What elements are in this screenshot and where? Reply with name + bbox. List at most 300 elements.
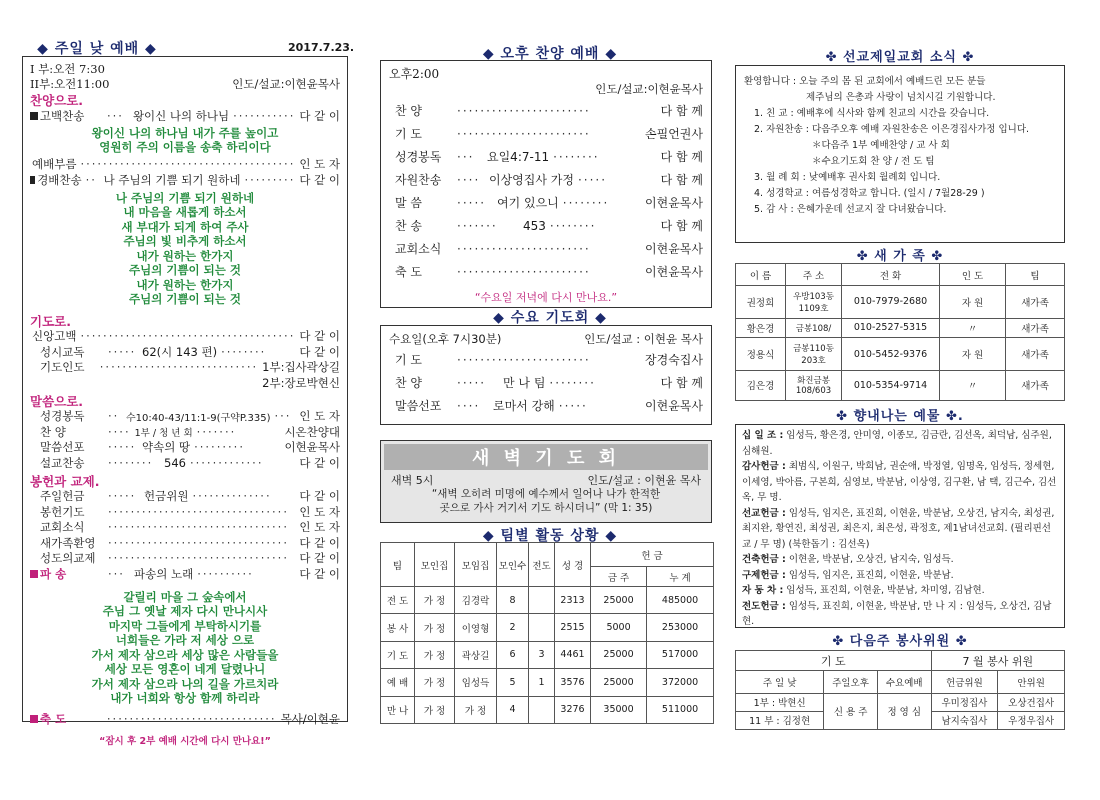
leader-dots: ······································ xyxy=(80,329,296,344)
order-row xyxy=(30,375,340,391)
order-person: 다 같 이 xyxy=(299,172,340,187)
order-label: 고백찬송 xyxy=(39,108,85,123)
order-label: 예배부름 xyxy=(32,157,77,172)
dawn-prayer-box xyxy=(380,440,712,523)
order-content: 이상영집사 가정 xyxy=(489,173,574,187)
order-label: 찬 양 xyxy=(40,424,66,439)
table-cell: 25000 xyxy=(591,669,647,696)
header-cell: 헌 금 xyxy=(591,543,714,567)
section-service: 봉헌과 교제. xyxy=(30,473,100,489)
order-label: 축 도 xyxy=(39,712,67,727)
order-person: 인 도 자 xyxy=(299,409,340,424)
table-row xyxy=(381,614,714,641)
order-label: 말씀선포 xyxy=(40,440,85,455)
order-row xyxy=(30,551,340,567)
order-row xyxy=(30,108,340,124)
table-cell: 전 도 xyxy=(381,587,415,614)
order-person: 인 도 자 xyxy=(299,157,340,172)
lyric-line: 마지막 그들에게 부탁하시기를 xyxy=(108,618,262,633)
afternoon-row xyxy=(389,237,703,260)
leader-dots: ····· xyxy=(558,398,588,413)
wednesday-row xyxy=(389,348,703,371)
order-person: 이현윤목사 xyxy=(284,440,340,455)
leader-dots: ············· xyxy=(189,455,264,470)
sunday-service-box xyxy=(22,56,348,747)
table-cell: 정 영 심 xyxy=(877,693,931,729)
table-row xyxy=(381,669,714,696)
lyric-line: 내 마음을 새롭게 하소서 xyxy=(123,205,247,219)
offering-label: 감사헌금 : xyxy=(742,461,786,472)
leader-dots: ······················· xyxy=(457,264,591,279)
leader-dots: ·············· xyxy=(192,489,272,504)
order-row xyxy=(30,535,340,551)
team-activity-title: ◆ 팀별 활동 상황 ◆ xyxy=(482,528,618,544)
bulletin-date: 2017.7.23. xyxy=(288,41,355,54)
order-row xyxy=(30,712,340,728)
table-cell: 우미정집사 xyxy=(931,693,998,711)
table-cell: 기 도 xyxy=(381,641,415,668)
leader-dots: ········ xyxy=(108,455,154,470)
offering-entry xyxy=(742,552,1058,568)
lyric-line: 주님의 기쁨이 되는 것 xyxy=(129,263,241,277)
offering-label: 전도헌금 : xyxy=(742,600,786,612)
dawn-time: 새벽 5시 xyxy=(391,474,434,487)
order-row xyxy=(30,157,340,173)
order-label: 설교찬송 xyxy=(40,455,85,470)
order-label: 신앙고백 xyxy=(32,329,77,344)
offering-title: ✤ 향내나는 예물 ✤. xyxy=(836,409,964,424)
table-cell: 황은경 xyxy=(736,318,786,338)
order-person: 다 같 이 xyxy=(299,108,340,123)
order-person: 목사/이현윤 xyxy=(280,712,340,727)
afternoon-service-title: ◆ 오후 찬양 예배 ◆ xyxy=(482,46,618,62)
order-person: 이현윤목사 xyxy=(645,265,703,279)
offering-names: 임성득, 표진희, 이현윤, 박분남, 차미영, 김남현. xyxy=(786,585,985,596)
order-row xyxy=(30,329,340,345)
table-cell: 372000 xyxy=(647,669,714,696)
order-label: 자원찬송 xyxy=(395,173,442,187)
table-cell: 2515 xyxy=(555,614,591,641)
table-cell: 자 원 xyxy=(940,338,1006,371)
order-person: 다 함 께 xyxy=(660,173,703,187)
header-cell: 헌금위원 xyxy=(931,671,998,693)
header-cell: 팀 xyxy=(381,543,415,587)
afternoon-footer-note: “수요일 저녁에 다시 만나요.” xyxy=(474,291,618,304)
order-row xyxy=(30,455,340,471)
table-cell: 가 정 xyxy=(415,587,455,614)
table-cell: 8 xyxy=(497,587,529,614)
order-person: 손필언권사 xyxy=(645,127,703,141)
order-person: 다 같 이 xyxy=(299,535,340,550)
bullet-square xyxy=(30,570,38,578)
leader-dots: ···· xyxy=(108,424,131,439)
wednesday-leader: 인도/설교 : 이현윤 목사 xyxy=(584,332,703,346)
header-cell: 주일오후 xyxy=(824,671,878,693)
order-row xyxy=(30,344,340,360)
leader-dots: ······· xyxy=(457,218,498,233)
order-label: 교회소식 xyxy=(40,520,85,535)
header-cell: 모인집 xyxy=(415,543,455,587)
table-cell: 정용식 xyxy=(736,338,786,371)
offering-entry xyxy=(742,599,1058,630)
leader-dots: ········ xyxy=(221,344,267,359)
table-cell: 3576 xyxy=(555,669,591,696)
header-cell: 주 소 xyxy=(786,264,842,286)
order-label: 찬 양 xyxy=(395,104,422,118)
header-cell: 금 주 xyxy=(591,567,647,587)
afternoon-row xyxy=(389,122,703,145)
order-label: 경배찬송 xyxy=(37,172,82,187)
order-person: 다 같 이 xyxy=(299,551,340,566)
leader-dots: ······················· xyxy=(457,103,591,118)
order-content: 수10:40-43/11:1-9(구약P.335) xyxy=(126,412,271,424)
wednesday-row xyxy=(389,371,703,394)
order-label: 말 씀 xyxy=(395,196,422,210)
order-row xyxy=(30,424,340,440)
order-label: 기 도 xyxy=(395,353,422,367)
table-cell: 김은경 xyxy=(736,370,786,400)
leader-dots: ·· xyxy=(108,409,120,424)
table-cell: 4461 xyxy=(555,641,591,668)
table-cell: 자 원 xyxy=(940,286,1006,319)
table-cell: 새가족 xyxy=(1006,286,1065,319)
order-person: 이현윤목사 xyxy=(645,196,703,210)
news-line: 1. 친 교 : 예배후에 식사와 함께 친교의 시간을 갖습니다. xyxy=(754,108,990,119)
sunday-service-title: ◆ 주일 낮 예배 ◆ xyxy=(37,41,157,57)
order-content: 나 주님의 기쁨 되기 원하네 xyxy=(103,172,241,187)
lyric-line: 주님의 기쁨이 되는 것 xyxy=(129,292,241,306)
offering-label: 건축헌금 : xyxy=(742,554,786,565)
table-cell xyxy=(529,587,555,614)
order-content: 546 xyxy=(164,455,186,470)
dawn-prayer-title: 새 벽 기 도 회 xyxy=(471,448,620,469)
order-label: 축 도 xyxy=(395,265,422,279)
leader-dots: ·········· xyxy=(197,566,254,581)
order-row xyxy=(30,520,340,536)
table-cell: 우정우집사 xyxy=(998,711,1065,729)
offering-names: 임성득, 임지은, 표진희, 이현윤, 박분남. xyxy=(788,569,954,581)
table-cell: 5 xyxy=(497,669,529,696)
table-row xyxy=(736,370,1065,400)
table-cell: 4 xyxy=(497,696,529,723)
order-label: 찬 양 xyxy=(395,376,422,390)
offering-names: 임성득, 임지은, 표진희, 이현윤, 박분남, 오상건, 남지숙, 최성권, 최지완, 황연진, 최성권, 최은지, 최은성, 곽정호, 제1남녀선교회. (필리핀선교 / 무 명) (북한돕기 : 김선옥) xyxy=(742,507,1055,550)
afternoon-time: 오후2:00 xyxy=(389,67,440,82)
order-label: 성경봉독 xyxy=(395,150,442,164)
bullet-square xyxy=(30,112,38,120)
table-cell: 금봉108/ xyxy=(786,318,842,338)
table-cell: 1부 : 박현신 xyxy=(736,693,824,711)
new-family-title: ✤ 새 가 족 ✤ xyxy=(856,249,944,264)
order-person: 시온찬양대 xyxy=(284,424,340,439)
leader-dots: ········ xyxy=(553,149,600,164)
dawn-prayer-banner xyxy=(384,444,708,470)
order-row xyxy=(30,172,340,188)
table-cell: 새가족 xyxy=(1006,370,1065,400)
leader-dots: ··· xyxy=(108,566,125,581)
table-cell: 2 xyxy=(497,614,529,641)
news-line: 5. 감 사 : 은혜가운데 선교지 잘 다녀왔습니다. xyxy=(754,204,947,215)
table-row xyxy=(381,696,714,723)
afternoon-row xyxy=(389,214,703,237)
table-cell: 우방103동 1109호 xyxy=(786,286,842,319)
leader-dots: ···························· xyxy=(99,360,259,375)
table-cell: 화진금봉 108/603 xyxy=(786,370,842,400)
leader-dots: ····· xyxy=(108,440,137,455)
table-cell: 010-5452-9376 xyxy=(842,338,940,371)
order-content: 로마서 강해 xyxy=(493,399,555,413)
news-line: ＊수요기도회 찬 양 / 전 도 팀 xyxy=(812,156,935,167)
order-content: 파송의 노래 xyxy=(134,566,194,581)
next-week-servants-title: ✤ 다음주 봉사위원 ✤ xyxy=(832,634,968,649)
leader-dots: ········ xyxy=(549,218,597,233)
leader-dots: ····· xyxy=(577,172,608,187)
order-person: 인 도 자 xyxy=(299,504,340,519)
leader-dots: ······························ xyxy=(106,712,277,727)
bullet-square xyxy=(30,176,35,184)
table-row xyxy=(736,286,1065,319)
leader-dots: ································ xyxy=(108,551,289,566)
news-line: ＊다음주 1부 예배찬양 / 교 사 회 xyxy=(812,140,950,151)
afternoon-row xyxy=(389,145,703,168)
table-cell: 금봉110동 203호 xyxy=(786,338,842,371)
afternoon-row xyxy=(389,168,703,191)
order-row xyxy=(30,504,340,520)
order-content: 453 xyxy=(523,218,546,233)
header-cell: 팀 xyxy=(1006,264,1065,286)
header-cell: 기 도 xyxy=(736,651,932,671)
order-label: 성도의교제 xyxy=(40,551,96,566)
lyrics-block-2 xyxy=(30,188,340,310)
table-cell: 봉 사 xyxy=(381,614,415,641)
lyric-line: 세상 모든 영혼이 네게 달렸나니 xyxy=(104,662,266,676)
lyric-line: 주님의 빛 비추게 하소서 xyxy=(123,234,247,248)
order-person: 다 함 께 xyxy=(660,376,703,390)
header-cell: 성 경 xyxy=(555,543,591,587)
church-news-box xyxy=(735,65,1065,243)
new-family-table xyxy=(735,263,1065,401)
lyric-line: 영원히 주의 이름을 송축 하리이다 xyxy=(99,140,271,154)
lyrics-block-3 xyxy=(30,582,340,712)
order-person: 다 같 이 xyxy=(299,489,340,504)
order-person: 장경숙집사 xyxy=(645,353,703,367)
leader-dots: ··· xyxy=(106,108,124,123)
news-line: 제주님의 은총과 사랑이 넘치시길 기원합니다. xyxy=(806,92,996,103)
order-content: 약속의 땅 xyxy=(142,440,191,455)
table-cell: 25000 xyxy=(591,587,647,614)
section-praise: 찬양으로. xyxy=(30,93,84,108)
offering-names: 이현윤, 박분남, 오상건, 남지숙, 임성득. xyxy=(788,554,954,565)
leader-dots: ································ xyxy=(108,535,289,550)
table-cell xyxy=(529,614,555,641)
service-leader: 인도/설교:이현윤목사 xyxy=(232,77,340,92)
order-label: 성경봉독 xyxy=(40,409,85,424)
leader-dots: ······················· xyxy=(457,352,591,367)
leader-dots: ································ xyxy=(108,504,289,519)
table-cell: 5000 xyxy=(591,614,647,641)
dawn-leader: 인도/설교 : 이현윤 목사 xyxy=(587,474,701,487)
order-person: 이현윤목사 xyxy=(645,399,703,413)
order-label: 기 도 xyxy=(395,127,422,141)
table-cell: 35000 xyxy=(591,696,647,723)
servants-table xyxy=(735,650,1065,730)
news-line: 4. 성경학교 : 여름성경학교 합니다. (일시 / 7월28-29 ) xyxy=(754,188,985,199)
table-cell: 김경락 xyxy=(455,587,497,614)
order-label: 주일헌금 xyxy=(40,489,85,504)
afternoon-service-box xyxy=(380,60,712,308)
news-line: 2. 자원찬송 : 다음주오후 예배 자원찬송은 이은경집사가정 입니다. xyxy=(754,124,1030,135)
lyrics-block-1 xyxy=(30,124,340,157)
wednesday-service-box xyxy=(380,325,712,425)
table-row xyxy=(736,318,1065,338)
lyric-line: 내가 원하는 한가지 xyxy=(136,277,234,292)
header-cell: 모인수 xyxy=(497,543,529,587)
table-cell: 신 용 주 xyxy=(824,693,878,729)
table-cell xyxy=(529,696,555,723)
order-person: 1부:집사곽상길 xyxy=(262,360,340,375)
offering-entry xyxy=(742,506,1058,553)
order-person: 다 같 이 xyxy=(299,344,340,359)
order-label: 기도인도 xyxy=(40,360,85,375)
offering-entry xyxy=(742,428,1058,459)
order-label: 새가족환영 xyxy=(40,535,96,550)
team-activity-table xyxy=(380,542,714,724)
offering-label: 구제헌금 : xyxy=(742,569,786,581)
table-cell: 517000 xyxy=(647,641,714,668)
order-person: 다 함 께 xyxy=(660,219,703,233)
offering-entry xyxy=(742,568,1058,584)
table-cell: 511000 xyxy=(647,696,714,723)
table-cell: 오상건집사 xyxy=(998,693,1065,711)
order-content: 헌금위원 xyxy=(144,489,189,504)
service-time-1: I 부:오전 7:30 xyxy=(30,61,105,76)
offering-names: 임성득, 표진희, 이현윤, 박분남, 만 나 지 : 임성득, 오상건, 김남현. xyxy=(742,600,1052,627)
leader-dots: ····· xyxy=(457,375,487,390)
order-row xyxy=(30,440,340,456)
leader-dots: ··········· xyxy=(233,108,296,123)
header-cell: 주 일 낮 xyxy=(736,671,824,693)
afternoon-row xyxy=(389,99,703,122)
table-cell: 가 정 xyxy=(455,696,497,723)
lyric-line: 주님 그 옛날 제자 다시 만나시사 xyxy=(102,604,268,618)
header-cell: 이 름 xyxy=(736,264,786,286)
table-cell: 가 정 xyxy=(415,641,455,668)
afternoon-leader: 인도/설교:이현윤목사 xyxy=(595,82,703,97)
offering-label: 자 동 차 : xyxy=(742,585,784,596)
order-content: 요일4:7-11 xyxy=(487,150,550,164)
offering-names: 최범식, 이원구, 박희남, 권순애, 박정열, 임명옥, 임성득, 정세현, 이세영, 박아름, 구본희, 심영보, 박분남, 이상영, 김구환, 남 택, 김근수, 김선옥, 무 명. xyxy=(742,461,1057,503)
table-cell: 253000 xyxy=(647,614,714,641)
order-content: 1부 / 청 년 회 xyxy=(134,427,193,439)
order-content: 만 나 팀 xyxy=(503,376,546,390)
order-label: 찬 송 xyxy=(395,219,422,233)
leader-dots: ······································ xyxy=(80,157,296,172)
lyric-line: 내가 원하는 한가지 xyxy=(136,248,234,263)
order-row xyxy=(30,360,340,376)
church-news-title: ✤ 선교제일교회 소식 ✤ xyxy=(825,50,975,65)
leader-dots: ····· xyxy=(108,489,137,504)
order-row xyxy=(30,489,340,505)
offering-box xyxy=(735,424,1065,628)
header-cell: 인 도 xyxy=(940,264,1006,286)
order-person: 다 함 께 xyxy=(660,150,703,164)
order-person: 다 같 이 xyxy=(299,566,340,581)
order-label: 파 송 xyxy=(40,566,67,581)
leader-dots: ······· xyxy=(196,424,237,439)
sunday-footer-note: “잠시 후 2부 예배 시간에 다시 만나요!” xyxy=(99,736,271,747)
lyric-line: 새 부대가 되게 하여 주사 xyxy=(121,219,249,234)
order-person: 이현윤목사 xyxy=(645,242,703,256)
order-person: 다 같 이 xyxy=(299,455,340,470)
leader-dots: ···· xyxy=(457,398,481,413)
dawn-quote-line: “새벽 오히려 미명에 예수께서 일어나 나가 한적한 xyxy=(431,488,661,500)
offering-label: 선교헌금 : xyxy=(742,507,786,519)
leader-dots: ···· xyxy=(457,172,481,187)
lyric-line: 너희들은 가라 저 세상 으로 xyxy=(115,633,255,647)
table-cell: 가 정 xyxy=(415,614,455,641)
table-cell: 곽상길 xyxy=(455,641,497,668)
table-cell: 예 배 xyxy=(381,669,415,696)
table-cell: 새가족 xyxy=(1006,338,1065,371)
header-cell: 누 계 xyxy=(647,567,714,587)
offering-entry xyxy=(742,459,1058,506)
wednesday-time: 수요일(오후 7시30분) xyxy=(389,332,502,346)
table-row xyxy=(381,587,714,614)
table-cell: 만 나 xyxy=(381,696,415,723)
wednesday-service-title: ◆ 수요 기도회 ◆ xyxy=(493,310,607,326)
leader-dots: ········ xyxy=(562,195,610,210)
leader-dots: ········· xyxy=(244,172,296,187)
lyric-line: 갈릴리 마을 그 숲속에서 xyxy=(123,589,247,604)
leader-dots: ······················· xyxy=(457,241,591,256)
table-row xyxy=(736,338,1065,371)
leader-dots: ································ xyxy=(108,520,289,535)
leader-dots: ········· xyxy=(194,440,245,455)
afternoon-row xyxy=(389,191,703,214)
leader-dots: ····· xyxy=(457,195,487,210)
afternoon-row xyxy=(389,260,703,283)
order-content: 여기 있으니 xyxy=(497,196,559,210)
order-content: 62(시 143 편) xyxy=(142,344,218,359)
table-cell: 〃 xyxy=(940,370,1006,400)
table-cell: 1 xyxy=(529,669,555,696)
table-cell: 010-2527-5315 xyxy=(842,318,940,338)
table-cell: 3 xyxy=(529,641,555,668)
order-content: 왕이신 나의 하나님 xyxy=(132,108,230,123)
order-person: 2부:장로박현신 xyxy=(262,375,340,390)
table-cell: 〃 xyxy=(940,318,1006,338)
table-cell: 남지숙집사 xyxy=(931,711,998,729)
lyric-line: 가서 제자 삼으라 세상 많은 사람들을 xyxy=(91,647,279,662)
leader-dots: ····· xyxy=(108,344,137,359)
bullet-square xyxy=(30,715,38,723)
table-cell: 25000 xyxy=(591,641,647,668)
header-cell: 7 월 봉사 위원 xyxy=(931,651,1064,671)
table-cell: 가 정 xyxy=(415,669,455,696)
table-cell: 3276 xyxy=(555,696,591,723)
news-line: 환영합니다 : 오늘 주의 몸 된 교회에서 예배드린 모든 분들 xyxy=(744,76,986,87)
dawn-quote-line: 곳으로 가사 거기서 기도 하시더니” (막 1: 35) xyxy=(439,502,653,514)
table-cell: 권정희 xyxy=(736,286,786,319)
offering-label: 십 일 조 : xyxy=(742,430,784,441)
leader-dots: ··· xyxy=(457,149,475,164)
header-cell: 안위원 xyxy=(998,671,1065,693)
table-row xyxy=(381,641,714,668)
order-row xyxy=(30,409,340,425)
service-time-2: II부:오전11:00 xyxy=(30,77,110,92)
news-line: 3. 월 례 회 : 낮예배후 권사회 월례회 입니다. xyxy=(754,172,941,183)
table-cell: 6 xyxy=(497,641,529,668)
